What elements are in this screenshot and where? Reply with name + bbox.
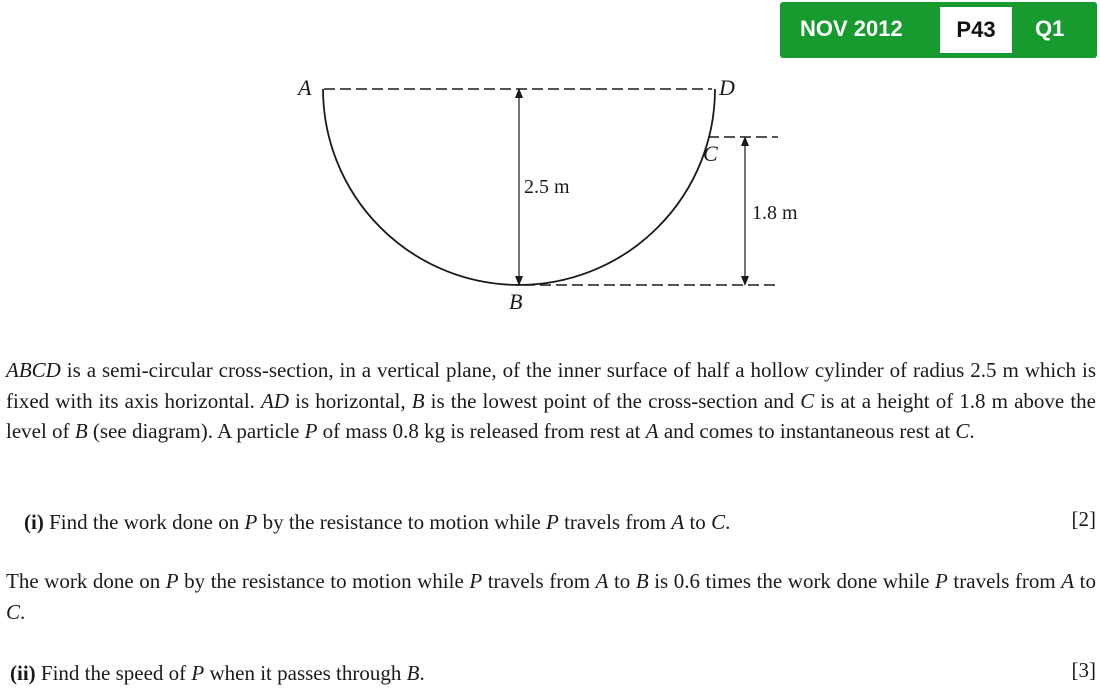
- mid-text: to: [1074, 569, 1096, 593]
- q-text: Find the speed of: [35, 661, 192, 685]
- stem-term: C: [955, 419, 970, 443]
- stem-text: is the lowest point of the cross-section and: [424, 388, 801, 413]
- stem-term: P: [304, 419, 318, 443]
- q-term: B: [406, 661, 420, 685]
- mid-term: C: [6, 599, 21, 624]
- q-term: P: [244, 510, 258, 534]
- stem-term: A: [645, 419, 659, 443]
- stem-text: (see diagram). A particle: [87, 419, 305, 443]
- mid-term: A: [595, 569, 609, 593]
- radius-value-label: 2.5 m: [524, 176, 570, 198]
- point-b-label: B: [509, 289, 523, 314]
- part-ii-question: [10, 658, 425, 688]
- stem-term: AD: [261, 388, 290, 413]
- q-text: by the resistance to motion while: [257, 510, 547, 534]
- height-value-label: 1.8 m: [752, 202, 798, 224]
- q-text: to: [684, 510, 712, 534]
- mid-text: is 0.6 times the work done while: [648, 569, 936, 593]
- mid-term: P: [469, 569, 483, 593]
- stem-text: and comes to instantaneous rest at: [658, 419, 956, 443]
- mid-term: P: [935, 569, 948, 593]
- point-c-label: C: [703, 141, 718, 166]
- q-term: C: [711, 510, 726, 534]
- stem-term: C: [800, 388, 815, 413]
- mid-term: P: [165, 569, 179, 593]
- q-text: .: [419, 661, 425, 685]
- stem-text: is horizontal,: [289, 388, 412, 413]
- point-d-label: D: [719, 75, 735, 100]
- exam-session-label: NOV 2012: [800, 16, 903, 41]
- semicircle-diagram: [0, 0, 1100, 330]
- stem-text: is at a height of 1.8 m above the level of: [6, 388, 1096, 443]
- q-text: .: [725, 510, 731, 534]
- part-ii-marks: [3]: [1071, 658, 1096, 682]
- stem-term: B: [74, 419, 88, 443]
- stem-term: ABCD: [6, 358, 61, 382]
- part-i-number: (i): [24, 510, 44, 534]
- mid-text: by the resistance to motion while: [178, 569, 470, 593]
- question-stem: [6, 355, 1096, 447]
- q-term: P: [546, 510, 559, 534]
- mid-text: travels from: [947, 569, 1062, 593]
- q-text: Find the work done on: [43, 510, 245, 534]
- middle-statement: [6, 566, 1096, 627]
- mid-text: to: [608, 569, 636, 593]
- stem-term: B: [411, 388, 425, 413]
- stem-text: is a semi-circular cross-section, in a vertical plane, of the inner surface of half a hollow cylinder of radius 2.5 m which is fixed with its axis horizontal.: [6, 358, 1096, 413]
- mid-text: travels from: [482, 569, 596, 593]
- q-term: A: [671, 510, 685, 534]
- stem-text: of mass 0.8 kg is released from rest at: [317, 419, 646, 443]
- point-a-label: A: [298, 75, 312, 100]
- part-i-question: [24, 507, 730, 537]
- stem-text: .: [969, 419, 975, 443]
- q-text: when it passes through: [204, 661, 407, 685]
- question-number-label: Q1: [1035, 16, 1065, 41]
- mid-text: The work done on: [6, 569, 166, 593]
- paper-number-label: P43: [940, 7, 1012, 53]
- part-ii-number: (ii): [10, 661, 36, 685]
- part-i-marks: [2]: [1071, 507, 1096, 531]
- mid-term: B: [635, 569, 649, 593]
- q-term: P: [191, 661, 205, 685]
- mid-text: .: [20, 599, 26, 624]
- mid-term: A: [1061, 569, 1075, 593]
- q-text: travels from: [558, 510, 672, 534]
